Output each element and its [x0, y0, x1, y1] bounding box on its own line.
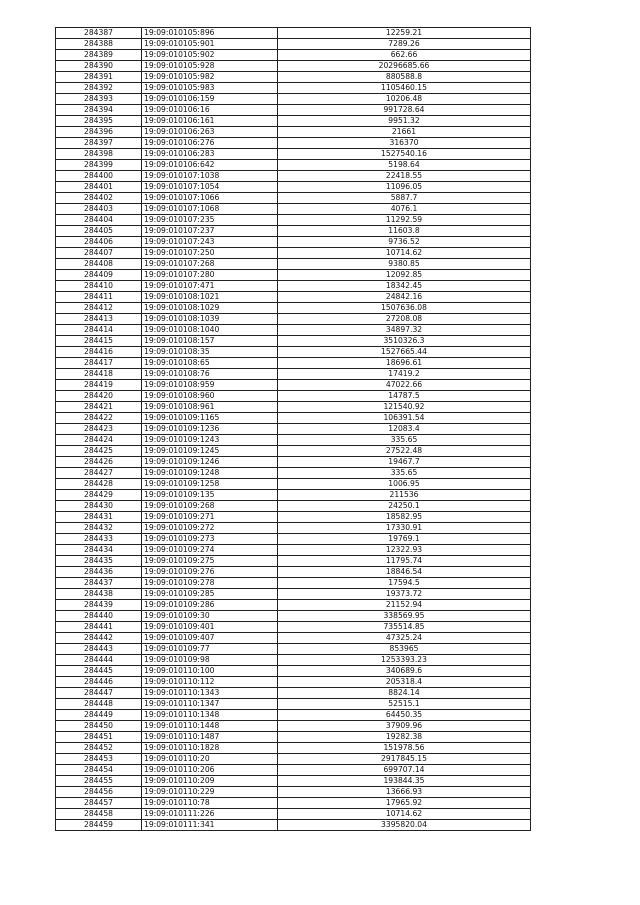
- row-id-cell: 284397: [56, 138, 142, 149]
- row-code-cell: 19:09:010110:78: [142, 798, 278, 809]
- row-id-cell: 284408: [56, 259, 142, 270]
- row-id-cell: 284441: [56, 622, 142, 633]
- table-row: [56, 127, 531, 138]
- row-id-cell: 284405: [56, 226, 142, 237]
- row-id-cell: 284423: [56, 424, 142, 435]
- row-value-cell: 47325.24: [278, 633, 531, 644]
- row-id-cell: 284444: [56, 655, 142, 666]
- table-row: [56, 292, 531, 303]
- table-row: [56, 688, 531, 699]
- row-id-cell: 284437: [56, 578, 142, 589]
- row-id-cell: 284425: [56, 446, 142, 457]
- row-code-cell: 19:09:010105:982: [142, 72, 278, 83]
- row-value-cell: 193844.35: [278, 776, 531, 787]
- table-row: [56, 193, 531, 204]
- row-id-cell: 284392: [56, 83, 142, 94]
- table-row: [56, 743, 531, 754]
- row-value-cell: 316370: [278, 138, 531, 149]
- row-id-cell: 284387: [56, 28, 142, 39]
- row-code-cell: 19:09:010106:276: [142, 138, 278, 149]
- row-code-cell: 19:09:010109:77: [142, 644, 278, 655]
- row-id-cell: 284431: [56, 512, 142, 523]
- row-value-cell: 11096.05: [278, 182, 531, 193]
- row-value-cell: 335.65: [278, 468, 531, 479]
- row-value-cell: 735514.85: [278, 622, 531, 633]
- row-id-cell: 284454: [56, 765, 142, 776]
- row-code-cell: 19:09:010109:272: [142, 523, 278, 534]
- table-row: [56, 369, 531, 380]
- row-value-cell: 5198.64: [278, 160, 531, 171]
- row-code-cell: 19:09:010109:278: [142, 578, 278, 589]
- row-value-cell: 4076.1: [278, 204, 531, 215]
- table-row: [56, 523, 531, 534]
- row-value-cell: 151978.56: [278, 743, 531, 754]
- row-value-cell: 24842.16: [278, 292, 531, 303]
- row-value-cell: 17419.2: [278, 369, 531, 380]
- table-row: [56, 490, 531, 501]
- row-value-cell: 17330.91: [278, 523, 531, 534]
- row-code-cell: 19:09:010109:275: [142, 556, 278, 567]
- table-row: [56, 270, 531, 281]
- table-row: [56, 160, 531, 171]
- row-value-cell: 1006.95: [278, 479, 531, 490]
- row-value-cell: 12259.21: [278, 28, 531, 39]
- row-code-cell: 19:09:010109:1245: [142, 446, 278, 457]
- table-row: [56, 325, 531, 336]
- row-code-cell: 19:09:010109:276: [142, 567, 278, 578]
- table-row: [56, 501, 531, 512]
- row-code-cell: 19:09:010107:250: [142, 248, 278, 259]
- row-value-cell: 13666.93: [278, 787, 531, 798]
- table-row: [56, 820, 531, 831]
- row-id-cell: 284396: [56, 127, 142, 138]
- row-code-cell: 19:09:010107:243: [142, 237, 278, 248]
- row-value-cell: 27522.48: [278, 446, 531, 457]
- table-row: [56, 402, 531, 413]
- row-code-cell: 19:09:010108:960: [142, 391, 278, 402]
- row-id-cell: 284411: [56, 292, 142, 303]
- row-value-cell: 340689.6: [278, 666, 531, 677]
- row-value-cell: 211536: [278, 490, 531, 501]
- row-value-cell: 17965.92: [278, 798, 531, 809]
- row-id-cell: 284432: [56, 523, 142, 534]
- row-id-cell: 284399: [56, 160, 142, 171]
- row-value-cell: 5887.7: [278, 193, 531, 204]
- row-id-cell: 284445: [56, 666, 142, 677]
- row-code-cell: 19:09:010107:268: [142, 259, 278, 270]
- row-value-cell: 1253393.23: [278, 655, 531, 666]
- row-value-cell: 7289.26: [278, 39, 531, 50]
- row-code-cell: 19:09:010109:286: [142, 600, 278, 611]
- table-row: [56, 809, 531, 820]
- table-row: [56, 512, 531, 523]
- table-row: [56, 457, 531, 468]
- table-row: [56, 380, 531, 391]
- row-value-cell: 8824.14: [278, 688, 531, 699]
- row-code-cell: 19:09:010108:1029: [142, 303, 278, 314]
- row-code-cell: 19:09:010110:1448: [142, 721, 278, 732]
- row-value-cell: 37909.96: [278, 721, 531, 732]
- row-id-cell: 284442: [56, 633, 142, 644]
- row-code-cell: 19:09:010109:1243: [142, 435, 278, 446]
- row-id-cell: 284427: [56, 468, 142, 479]
- table-row: [56, 787, 531, 798]
- row-code-cell: 19:09:010108:76: [142, 369, 278, 380]
- row-code-cell: 19:09:010106:16: [142, 105, 278, 116]
- row-value-cell: 20296685.66: [278, 61, 531, 72]
- table-row: [56, 358, 531, 369]
- table-row: [56, 479, 531, 490]
- row-code-cell: 19:09:010110:112: [142, 677, 278, 688]
- row-value-cell: 9380.85: [278, 259, 531, 270]
- row-id-cell: 284446: [56, 677, 142, 688]
- row-id-cell: 284400: [56, 171, 142, 182]
- row-code-cell: 19:09:010105:983: [142, 83, 278, 94]
- table-row: [56, 171, 531, 182]
- table-row: [56, 94, 531, 105]
- table-row: [56, 182, 531, 193]
- row-id-cell: 284429: [56, 490, 142, 501]
- row-code-cell: 19:09:010109:1258: [142, 479, 278, 490]
- row-code-cell: 19:09:010106:159: [142, 94, 278, 105]
- row-id-cell: 284414: [56, 325, 142, 336]
- row-value-cell: 1507636.08: [278, 303, 531, 314]
- row-id-cell: 284410: [56, 281, 142, 292]
- table-row: [56, 677, 531, 688]
- table-row: [56, 589, 531, 600]
- table-row: [56, 644, 531, 655]
- table-row: [56, 215, 531, 226]
- row-value-cell: 991728.64: [278, 105, 531, 116]
- row-id-cell: 284398: [56, 149, 142, 160]
- table-row: [56, 39, 531, 50]
- row-value-cell: 21661: [278, 127, 531, 138]
- row-code-cell: 19:09:010109:98: [142, 655, 278, 666]
- row-code-cell: 19:09:010110:100: [142, 666, 278, 677]
- row-id-cell: 284450: [56, 721, 142, 732]
- row-value-cell: 10206.48: [278, 94, 531, 105]
- row-code-cell: 19:09:010109:1246: [142, 457, 278, 468]
- row-id-cell: 284417: [56, 358, 142, 369]
- table-row: [56, 556, 531, 567]
- table-body: [56, 28, 531, 831]
- row-code-cell: 19:09:010110:229: [142, 787, 278, 798]
- table-row: [56, 391, 531, 402]
- row-value-cell: 12092.85: [278, 270, 531, 281]
- row-code-cell: 19:09:010108:35: [142, 347, 278, 358]
- row-value-cell: 662.66: [278, 50, 531, 61]
- row-id-cell: 284415: [56, 336, 142, 347]
- table-row: [56, 721, 531, 732]
- row-id-cell: 284428: [56, 479, 142, 490]
- row-code-cell: 19:09:010108:961: [142, 402, 278, 413]
- row-value-cell: 11603.8: [278, 226, 531, 237]
- table-row: [56, 611, 531, 622]
- row-id-cell: 284447: [56, 688, 142, 699]
- row-value-cell: 22418.55: [278, 171, 531, 182]
- data-table: [55, 27, 531, 831]
- row-id-cell: 284420: [56, 391, 142, 402]
- table-row: [56, 61, 531, 72]
- row-id-cell: 284456: [56, 787, 142, 798]
- row-code-cell: 19:09:010107:235: [142, 215, 278, 226]
- table-row: [56, 28, 531, 39]
- table-row: [56, 765, 531, 776]
- row-id-cell: 284455: [56, 776, 142, 787]
- table-row: [56, 72, 531, 83]
- row-value-cell: 18582.95: [278, 512, 531, 523]
- row-id-cell: 284440: [56, 611, 142, 622]
- row-id-cell: 284409: [56, 270, 142, 281]
- row-value-cell: 853965: [278, 644, 531, 655]
- row-value-cell: 10714.62: [278, 248, 531, 259]
- row-value-cell: 18696.61: [278, 358, 531, 369]
- row-id-cell: 284459: [56, 820, 142, 831]
- row-value-cell: 1527540.16: [278, 149, 531, 160]
- table-row: [56, 226, 531, 237]
- row-value-cell: 335.65: [278, 435, 531, 446]
- row-code-cell: 19:09:010109:271: [142, 512, 278, 523]
- row-value-cell: 18846.54: [278, 567, 531, 578]
- row-code-cell: 19:09:010109:274: [142, 545, 278, 556]
- table-row: [56, 435, 531, 446]
- row-id-cell: 284407: [56, 248, 142, 259]
- row-code-cell: 19:09:010111:226: [142, 809, 278, 820]
- row-code-cell: 19:09:010107:471: [142, 281, 278, 292]
- row-code-cell: 19:09:010110:1343: [142, 688, 278, 699]
- row-id-cell: 284390: [56, 61, 142, 72]
- row-code-cell: 19:09:010109:1165: [142, 413, 278, 424]
- row-id-cell: 284391: [56, 72, 142, 83]
- row-code-cell: 19:09:010107:237: [142, 226, 278, 237]
- row-id-cell: 284449: [56, 710, 142, 721]
- row-value-cell: 3510326.3: [278, 336, 531, 347]
- row-code-cell: 19:09:010110:20: [142, 754, 278, 765]
- row-code-cell: 19:09:010109:1248: [142, 468, 278, 479]
- row-value-cell: 17594.5: [278, 578, 531, 589]
- row-code-cell: 19:09:010109:1236: [142, 424, 278, 435]
- row-value-cell: 19467.7: [278, 457, 531, 468]
- row-value-cell: 11292.59: [278, 215, 531, 226]
- row-value-cell: 14787.5: [278, 391, 531, 402]
- row-value-cell: 19282.38: [278, 732, 531, 743]
- row-id-cell: 284403: [56, 204, 142, 215]
- table-row: [56, 578, 531, 589]
- row-code-cell: 19:09:010105:901: [142, 39, 278, 50]
- row-value-cell: 338569.95: [278, 611, 531, 622]
- row-code-cell: 19:09:010106:263: [142, 127, 278, 138]
- row-code-cell: 19:09:010107:1066: [142, 193, 278, 204]
- row-code-cell: 19:09:010107:280: [142, 270, 278, 281]
- row-code-cell: 19:09:010108:65: [142, 358, 278, 369]
- table-row: [56, 413, 531, 424]
- row-value-cell: 699707.14: [278, 765, 531, 776]
- table-row: [56, 50, 531, 61]
- row-id-cell: 284404: [56, 215, 142, 226]
- row-id-cell: 284443: [56, 644, 142, 655]
- table-row: [56, 633, 531, 644]
- table-row: [56, 710, 531, 721]
- row-value-cell: 19373.72: [278, 589, 531, 600]
- table-row: [56, 336, 531, 347]
- row-code-cell: 19:09:010110:1828: [142, 743, 278, 754]
- row-id-cell: 284433: [56, 534, 142, 545]
- row-value-cell: 34897.32: [278, 325, 531, 336]
- row-id-cell: 284413: [56, 314, 142, 325]
- table-row: [56, 116, 531, 127]
- table-row: [56, 105, 531, 116]
- table-row: [56, 237, 531, 248]
- row-value-cell: 18342.45: [278, 281, 531, 292]
- row-code-cell: 19:09:010106:642: [142, 160, 278, 171]
- row-code-cell: 19:09:010108:1039: [142, 314, 278, 325]
- row-id-cell: 284419: [56, 380, 142, 391]
- table-row: [56, 666, 531, 677]
- table-row: [56, 259, 531, 270]
- row-id-cell: 284402: [56, 193, 142, 204]
- row-id-cell: 284389: [56, 50, 142, 61]
- row-id-cell: 284457: [56, 798, 142, 809]
- row-id-cell: 284439: [56, 600, 142, 611]
- table-row: [56, 699, 531, 710]
- table-row: [56, 83, 531, 94]
- row-id-cell: 284421: [56, 402, 142, 413]
- table-row: [56, 204, 531, 215]
- table-row: [56, 248, 531, 259]
- row-value-cell: 2917845.15: [278, 754, 531, 765]
- row-value-cell: 121540.92: [278, 402, 531, 413]
- row-id-cell: 284426: [56, 457, 142, 468]
- table-row: [56, 622, 531, 633]
- row-value-cell: 21152.94: [278, 600, 531, 611]
- row-value-cell: 12083.4: [278, 424, 531, 435]
- table-row: [56, 534, 531, 545]
- row-id-cell: 284406: [56, 237, 142, 248]
- row-id-cell: 284412: [56, 303, 142, 314]
- row-value-cell: 52515.1: [278, 699, 531, 710]
- row-code-cell: 19:09:010108:1040: [142, 325, 278, 336]
- row-value-cell: 11795.74: [278, 556, 531, 567]
- row-code-cell: 19:09:010109:285: [142, 589, 278, 600]
- row-value-cell: 1105460.15: [278, 83, 531, 94]
- table-row: [56, 545, 531, 556]
- table-row: [56, 138, 531, 149]
- table-row: [56, 754, 531, 765]
- row-value-cell: 1527665.44: [278, 347, 531, 358]
- row-code-cell: 19:09:010107:1038: [142, 171, 278, 182]
- row-id-cell: 284458: [56, 809, 142, 820]
- row-id-cell: 284424: [56, 435, 142, 446]
- row-id-cell: 284388: [56, 39, 142, 50]
- row-code-cell: 19:09:010107:1068: [142, 204, 278, 215]
- row-code-cell: 19:09:010109:135: [142, 490, 278, 501]
- row-id-cell: 284451: [56, 732, 142, 743]
- row-code-cell: 19:09:010108:1021: [142, 292, 278, 303]
- row-id-cell: 284435: [56, 556, 142, 567]
- row-value-cell: 205318.4: [278, 677, 531, 688]
- row-value-cell: 3395820.04: [278, 820, 531, 831]
- row-value-cell: 9951.32: [278, 116, 531, 127]
- row-code-cell: 19:09:010109:30: [142, 611, 278, 622]
- row-id-cell: 284448: [56, 699, 142, 710]
- table-row: [56, 732, 531, 743]
- table-row: [56, 446, 531, 457]
- row-id-cell: 284436: [56, 567, 142, 578]
- table-row: [56, 567, 531, 578]
- table-row: [56, 798, 531, 809]
- row-code-cell: 19:09:010109:273: [142, 534, 278, 545]
- table-row: [56, 424, 531, 435]
- row-id-cell: 284401: [56, 182, 142, 193]
- row-code-cell: 19:09:010105:896: [142, 28, 278, 39]
- row-id-cell: 284430: [56, 501, 142, 512]
- table-row: [56, 655, 531, 666]
- table-row: [56, 149, 531, 160]
- row-value-cell: 880588.8: [278, 72, 531, 83]
- row-code-cell: 19:09:010109:407: [142, 633, 278, 644]
- row-value-cell: 10714.62: [278, 809, 531, 820]
- row-id-cell: 284395: [56, 116, 142, 127]
- row-id-cell: 284453: [56, 754, 142, 765]
- row-code-cell: 19:09:010106:283: [142, 149, 278, 160]
- row-value-cell: 24250.1: [278, 501, 531, 512]
- table-row: [56, 776, 531, 787]
- row-id-cell: 284418: [56, 369, 142, 380]
- row-value-cell: 9736.52: [278, 237, 531, 248]
- row-value-cell: 27208.08: [278, 314, 531, 325]
- table-row: [56, 314, 531, 325]
- row-code-cell: 19:09:010110:1348: [142, 710, 278, 721]
- row-code-cell: 19:09:010110:1347: [142, 699, 278, 710]
- row-value-cell: 19769.1: [278, 534, 531, 545]
- row-id-cell: 284416: [56, 347, 142, 358]
- row-code-cell: 19:09:010109:401: [142, 622, 278, 633]
- row-code-cell: 19:09:010108:959: [142, 380, 278, 391]
- row-code-cell: 19:09:010110:209: [142, 776, 278, 787]
- table-row: [56, 347, 531, 358]
- row-value-cell: 64450.35: [278, 710, 531, 721]
- table-row: [56, 281, 531, 292]
- row-id-cell: 284422: [56, 413, 142, 424]
- row-code-cell: 19:09:010105:902: [142, 50, 278, 61]
- row-code-cell: 19:09:010106:161: [142, 116, 278, 127]
- row-id-cell: 284393: [56, 94, 142, 105]
- row-id-cell: 284438: [56, 589, 142, 600]
- row-code-cell: 19:09:010111:341: [142, 820, 278, 831]
- table-row: [56, 303, 531, 314]
- row-id-cell: 284394: [56, 105, 142, 116]
- row-code-cell: 19:09:010110:1487: [142, 732, 278, 743]
- row-code-cell: 19:09:010108:157: [142, 336, 278, 347]
- row-code-cell: 19:09:010107:1054: [142, 182, 278, 193]
- table-row: [56, 600, 531, 611]
- row-id-cell: 284452: [56, 743, 142, 754]
- row-value-cell: 12322.93: [278, 545, 531, 556]
- row-value-cell: 106391.54: [278, 413, 531, 424]
- row-code-cell: 19:09:010105:928: [142, 61, 278, 72]
- row-value-cell: 47022.66: [278, 380, 531, 391]
- row-code-cell: 19:09:010110:206: [142, 765, 278, 776]
- row-id-cell: 284434: [56, 545, 142, 556]
- row-code-cell: 19:09:010109:268: [142, 501, 278, 512]
- table-row: [56, 468, 531, 479]
